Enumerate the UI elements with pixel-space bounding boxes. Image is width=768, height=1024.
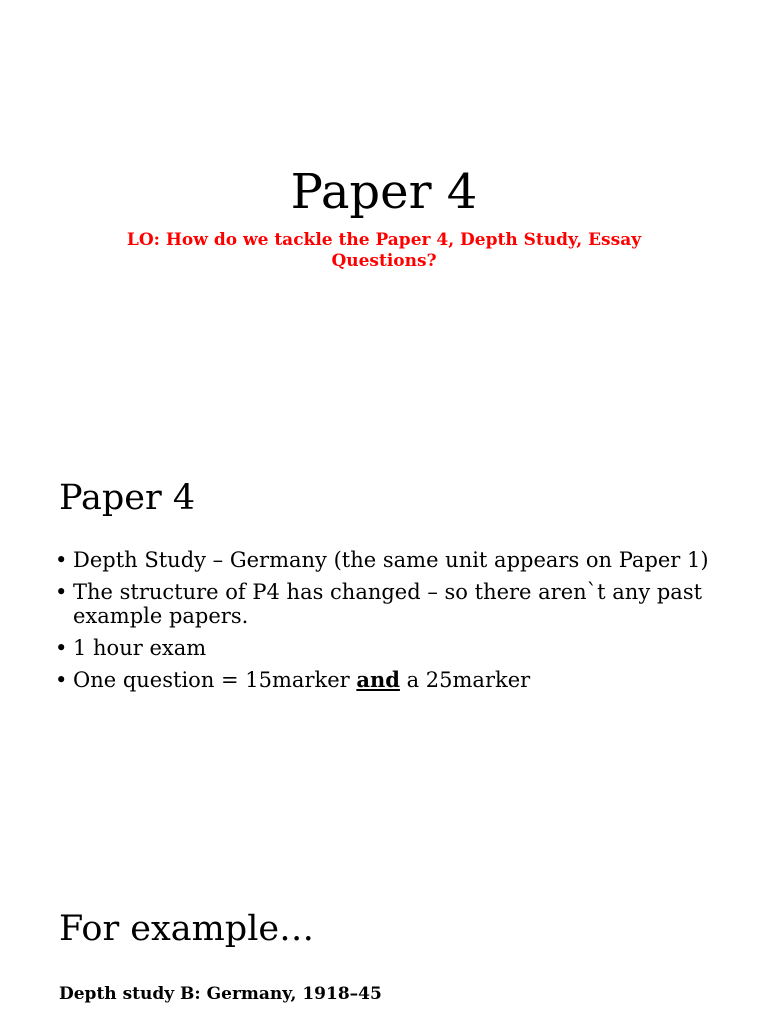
learning-objective: LO: How do we tackle the Paper 4, Depth Study, Essay Questions?: [126, 230, 642, 271]
bullet-item: [55, 548, 715, 572]
bullet-text-after: a 25marker: [399, 668, 531, 692]
bullet-icon: •: [55, 636, 68, 660]
bullet-item: [55, 580, 715, 628]
example-subheading: Depth study B: Germany, 1918–45: [59, 984, 382, 1004]
slide-heading: For example…: [59, 909, 315, 949]
slide-heading: Paper 4: [59, 478, 196, 518]
example-slide: [0, 864, 768, 1024]
bullet-item: [55, 668, 715, 692]
bullet-text-before: One question = 15marker: [73, 668, 357, 692]
slide-title: Paper 4: [290, 164, 478, 220]
bullet-text: Depth Study – Germany (the same unit appears on Paper 1): [73, 548, 709, 572]
bullet-list: [55, 548, 715, 700]
bullet-item: [55, 636, 715, 660]
bullet-icon: •: [55, 548, 68, 572]
bullet-text: The structure of P4 has changed – so there aren`t any past example papers.: [73, 580, 703, 628]
bullet-text: 1 hour exam: [73, 636, 207, 660]
bullet-text-emphasis: and: [356, 667, 400, 692]
bullet-icon: •: [55, 580, 68, 604]
bullet-icon: •: [55, 668, 68, 692]
paper-details-slide: [0, 432, 768, 864]
title-slide: [0, 0, 768, 432]
